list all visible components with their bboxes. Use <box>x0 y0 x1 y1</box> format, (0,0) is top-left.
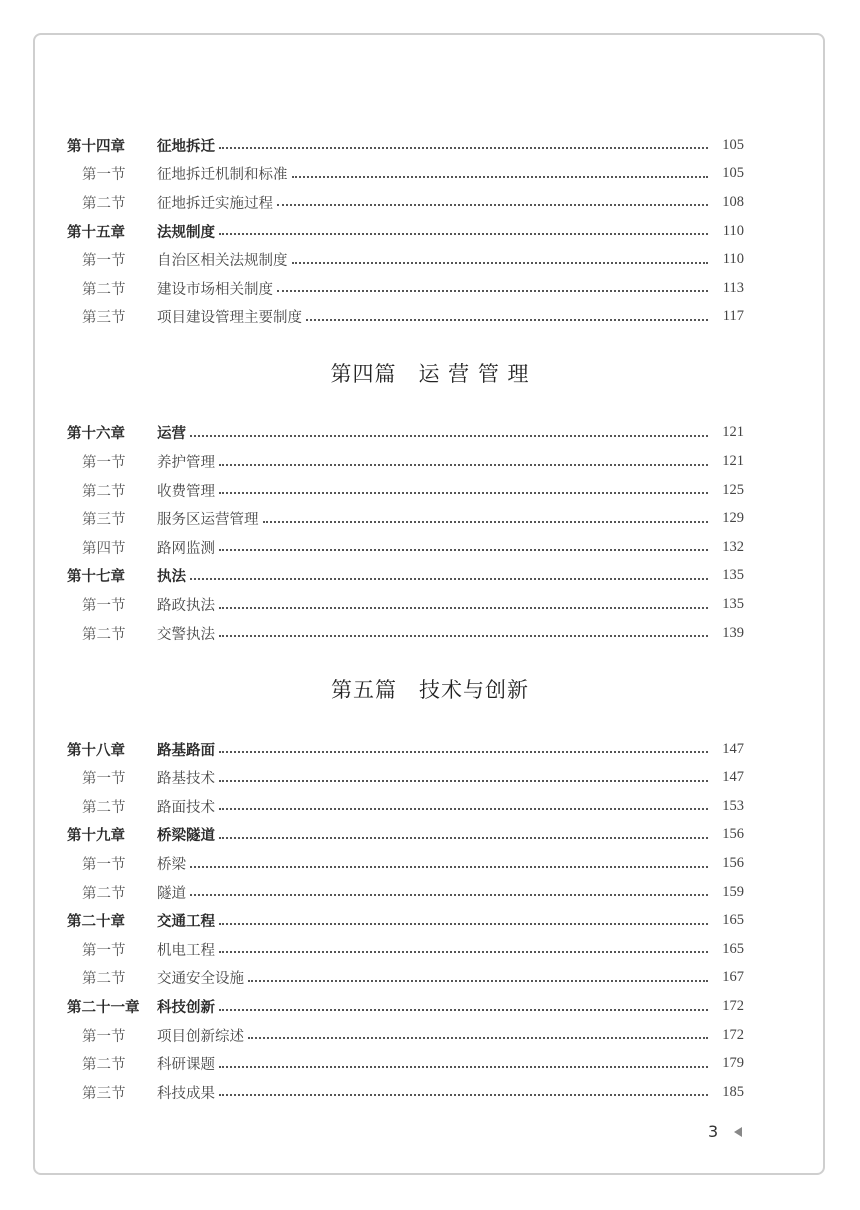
dot-leader <box>190 894 708 896</box>
table-of-contents <box>0 131 860 1107</box>
page-ref: 172 <box>722 998 744 1015</box>
chapter-title: 运营 <box>157 426 186 443</box>
section-title: 路网监测 <box>157 540 215 557</box>
dot-leader <box>219 549 708 551</box>
page-ref: 105 <box>722 165 744 182</box>
dot-leader <box>190 435 708 437</box>
chapter-title: 交通工程 <box>157 914 215 931</box>
section-title: 建设市场相关制度 <box>157 281 273 298</box>
dot-leader <box>219 780 708 782</box>
part-title: 第四篇 运 营 管 理 <box>330 362 530 387</box>
section-entry[interactable] <box>0 590 860 619</box>
section-label: 第二节 <box>82 971 126 988</box>
dot-leader <box>219 837 708 839</box>
dot-leader <box>292 262 709 264</box>
section-label: 第二节 <box>82 885 126 902</box>
dot-leader <box>219 951 708 953</box>
chapter-label: 第二十章 <box>67 914 125 931</box>
page-ref: 159 <box>722 883 744 900</box>
section-label: 第二节 <box>82 1057 126 1074</box>
section-title: 自治区相关法规制度 <box>157 253 288 270</box>
chapter-entry[interactable] <box>0 419 860 448</box>
section-title: 项目建设管理主要制度 <box>157 310 302 327</box>
dot-leader <box>219 808 708 810</box>
section-label: 第一节 <box>82 455 126 472</box>
dot-leader <box>219 751 708 753</box>
dot-leader <box>248 1037 708 1039</box>
section-title: 征地拆迁实施过程 <box>157 195 273 212</box>
section-label: 第一节 <box>82 167 126 184</box>
page-ref: 125 <box>722 481 744 498</box>
page-ref: 135 <box>722 596 744 613</box>
section-label: 第二节 <box>82 799 126 816</box>
page-ref: 153 <box>722 797 744 814</box>
section-label: 第三节 <box>82 310 126 327</box>
dot-leader <box>190 866 708 868</box>
chapter-label: 第十五章 <box>67 224 125 241</box>
section-label: 第二节 <box>82 626 126 643</box>
chapter-title: 桥梁隧道 <box>157 828 215 845</box>
section-entry[interactable] <box>0 764 860 793</box>
section-title: 路面技术 <box>157 799 215 816</box>
chapter-title: 征地拆迁 <box>157 138 215 155</box>
dot-leader <box>219 147 708 149</box>
dot-leader <box>219 233 708 235</box>
section-label: 第一节 <box>82 1028 126 1045</box>
page-ref: 113 <box>722 279 744 296</box>
section-label: 第三节 <box>82 1085 126 1102</box>
section-entry[interactable] <box>0 160 860 189</box>
section-entry[interactable] <box>0 447 860 476</box>
section-entry[interactable] <box>0 619 860 648</box>
dot-leader <box>219 1009 708 1011</box>
page-ref: 132 <box>722 538 744 555</box>
section-entry[interactable] <box>0 504 860 533</box>
section-title: 交警执法 <box>157 626 215 643</box>
page-ref: 129 <box>722 510 744 527</box>
section-title: 隧道 <box>157 885 186 902</box>
page-ref: 121 <box>722 424 744 441</box>
section-title: 科研课题 <box>157 1057 215 1074</box>
section-entry[interactable] <box>0 303 860 332</box>
part-title: 第五篇 技术与创新 <box>331 678 529 703</box>
section-entry[interactable] <box>0 964 860 993</box>
dot-leader <box>219 923 708 925</box>
section-entry[interactable] <box>0 1049 860 1078</box>
section-title: 服务区运营管理 <box>157 512 259 529</box>
page-ref: 185 <box>722 1083 744 1100</box>
page-ref: 105 <box>722 136 744 153</box>
chapter-title: 路基路面 <box>157 742 215 759</box>
section-entry[interactable] <box>0 188 860 217</box>
chapter-label: 第十八章 <box>67 742 125 759</box>
dot-leader <box>263 521 709 523</box>
page-ref: 165 <box>722 912 744 929</box>
chapter-entry[interactable] <box>0 562 860 591</box>
page-ref: 139 <box>722 624 744 641</box>
section-entry[interactable] <box>0 476 860 505</box>
section-entry[interactable] <box>0 533 860 562</box>
section-label: 第一节 <box>82 942 126 959</box>
section-label: 第二节 <box>82 281 126 298</box>
chapter-entry[interactable] <box>0 735 860 764</box>
chapter-label: 第二十一章 <box>67 1000 140 1017</box>
dot-leader <box>219 1094 708 1096</box>
dot-leader <box>190 578 708 580</box>
dot-leader <box>219 464 708 466</box>
section-title: 机电工程 <box>157 942 215 959</box>
dot-leader <box>306 319 708 321</box>
chapter-entry[interactable] <box>0 217 860 246</box>
dot-leader <box>248 980 708 982</box>
section-label: 第一节 <box>82 598 126 615</box>
section-title: 项目创新综述 <box>157 1028 244 1045</box>
section-entry[interactable] <box>0 274 860 303</box>
page-ref: 156 <box>722 855 744 872</box>
section-title: 桥梁 <box>157 857 186 874</box>
chapter-title: 法规制度 <box>157 224 215 241</box>
page-ref: 110 <box>722 222 744 239</box>
chapter-label: 第十七章 <box>67 569 125 586</box>
dot-leader <box>292 176 709 178</box>
page-ref: 121 <box>722 453 744 470</box>
section-title: 征地拆迁机制和标准 <box>157 167 288 184</box>
section-title: 路基技术 <box>157 771 215 788</box>
dot-leader <box>219 607 708 609</box>
section-label: 第四节 <box>82 540 126 557</box>
section-title: 养护管理 <box>157 455 215 472</box>
section-label: 第三节 <box>82 512 126 529</box>
page-ref: 179 <box>722 1055 744 1072</box>
section-label: 第二节 <box>82 195 126 212</box>
page-ref: 165 <box>722 940 744 957</box>
dot-leader <box>219 635 708 637</box>
page-number: 3 <box>708 1122 719 1141</box>
section-entry[interactable] <box>0 1021 860 1050</box>
chapter-entry[interactable] <box>0 992 860 1021</box>
section-entry[interactable] <box>0 245 860 274</box>
chapter-entry[interactable] <box>0 906 860 935</box>
section-title: 路政执法 <box>157 598 215 615</box>
section-label: 第二节 <box>82 483 126 500</box>
dot-leader <box>277 290 708 292</box>
section-entry[interactable] <box>0 1078 860 1107</box>
page-ref: 108 <box>722 193 744 210</box>
dot-leader <box>219 492 708 494</box>
page-ref: 156 <box>722 826 744 843</box>
dot-leader <box>219 1066 708 1068</box>
section-label: 第一节 <box>82 857 126 874</box>
chapter-label: 第十九章 <box>67 828 125 845</box>
chapter-label: 第十四章 <box>67 138 125 155</box>
section-entry[interactable] <box>0 935 860 964</box>
dot-leader <box>277 204 708 206</box>
section-label: 第一节 <box>82 253 126 270</box>
section-title: 科技成果 <box>157 1085 215 1102</box>
section-entry[interactable] <box>0 849 860 878</box>
page-ref: 147 <box>722 740 744 757</box>
chapter-label: 第十六章 <box>67 426 125 443</box>
section-title: 收费管理 <box>157 483 215 500</box>
page-ref: 167 <box>722 969 744 986</box>
chapter-title: 执法 <box>157 569 186 586</box>
page-ref: 172 <box>722 1026 744 1043</box>
section-entry[interactable] <box>0 878 860 907</box>
section-title: 交通安全设施 <box>157 971 244 988</box>
page-ref: 135 <box>722 567 744 584</box>
chapter-entry[interactable] <box>0 821 860 850</box>
chapter-entry[interactable] <box>0 131 860 160</box>
page-ref: 110 <box>722 251 744 268</box>
page-marker-triangle-icon <box>734 1127 742 1137</box>
page-ref: 147 <box>722 769 744 786</box>
page-ref: 117 <box>722 308 744 325</box>
chapter-title: 科技创新 <box>157 1000 215 1017</box>
section-entry[interactable] <box>0 792 860 821</box>
section-label: 第一节 <box>82 771 126 788</box>
